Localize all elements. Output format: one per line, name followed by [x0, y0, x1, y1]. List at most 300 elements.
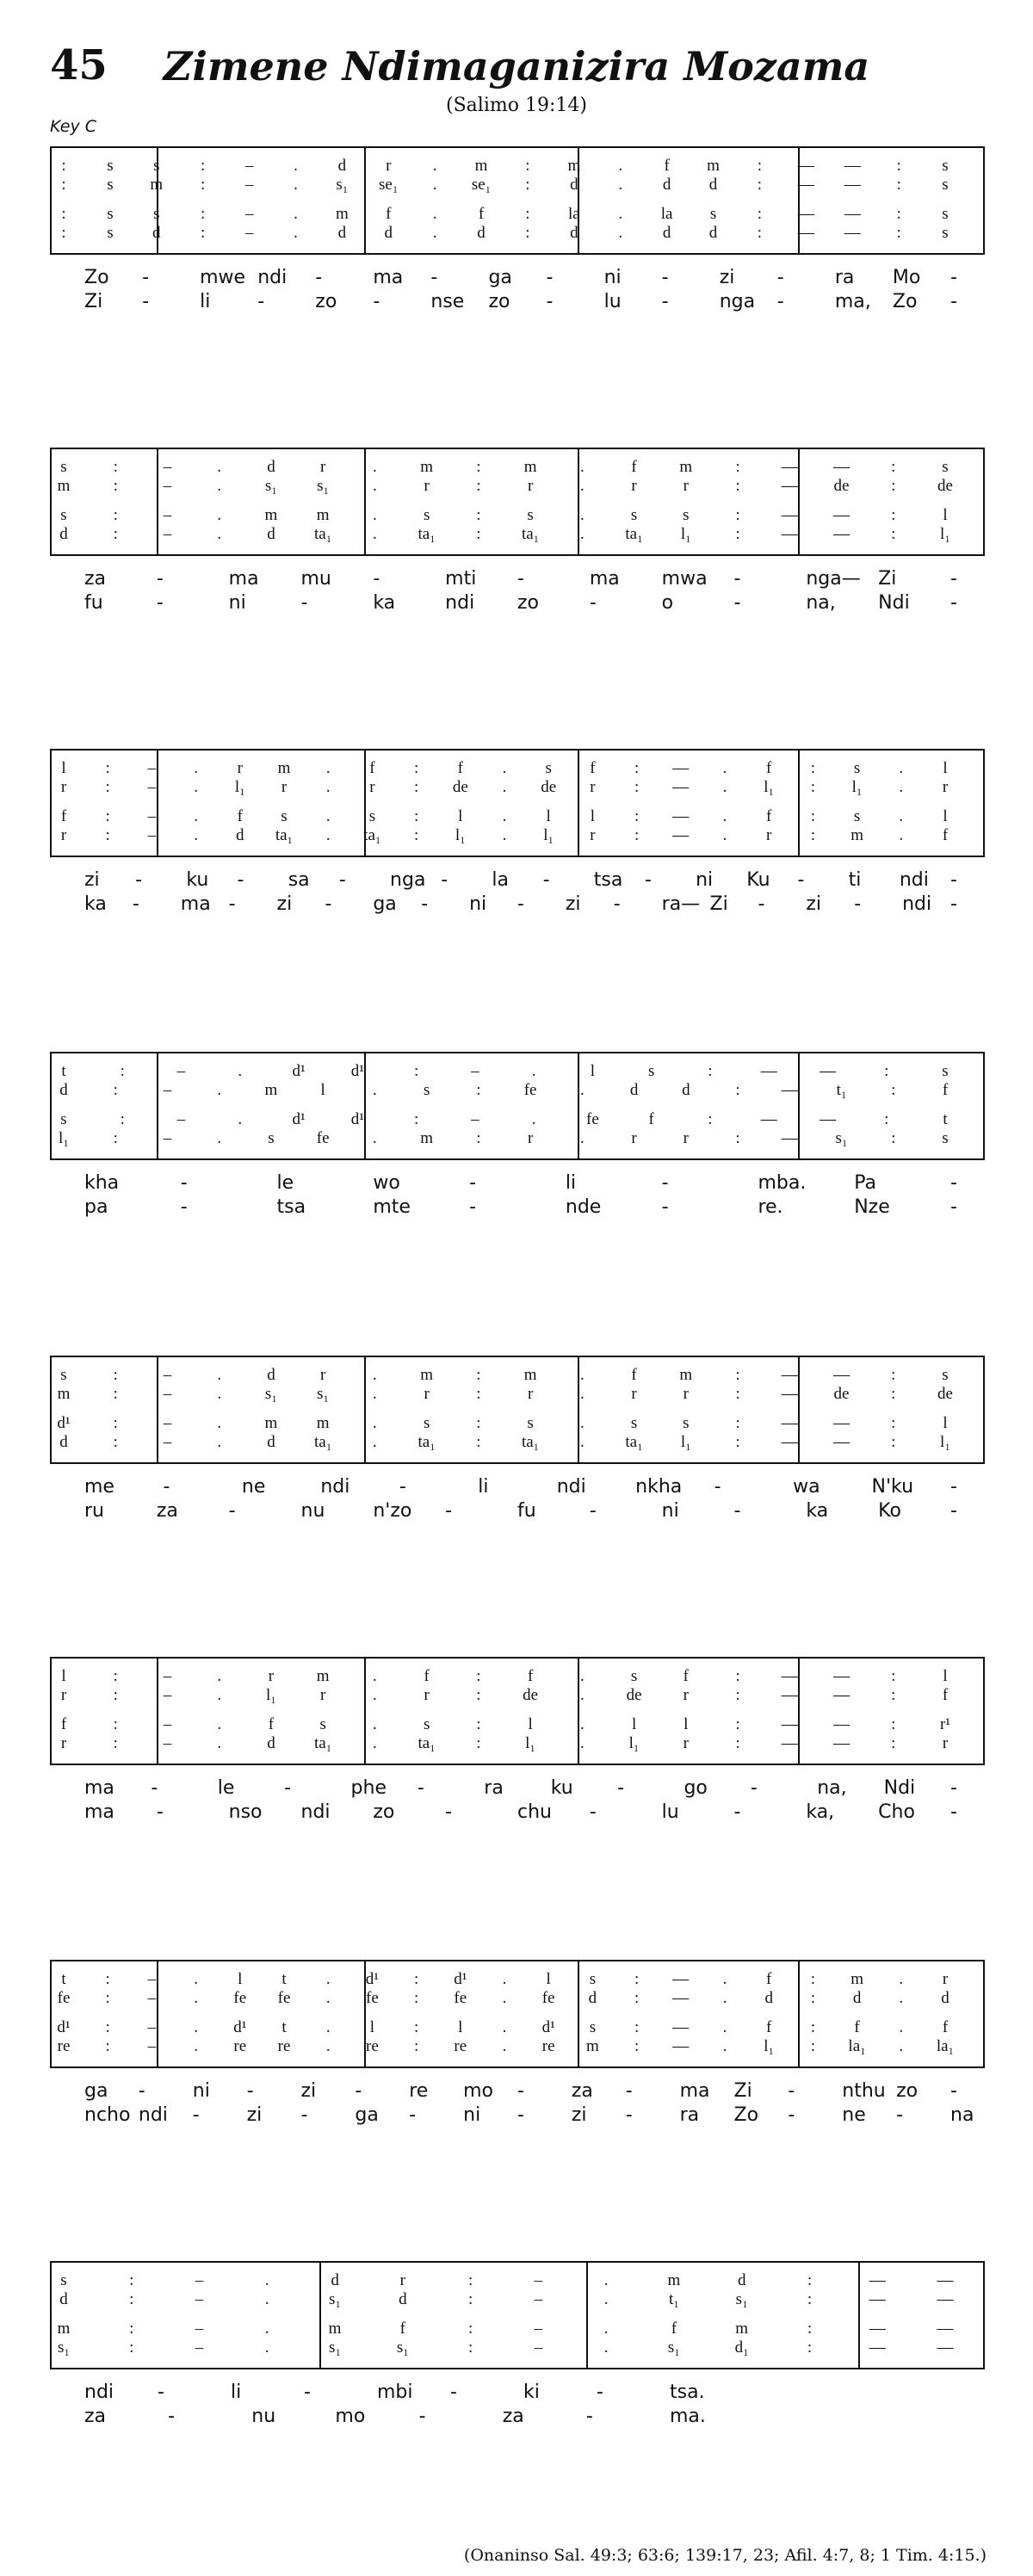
- note-token: .: [579, 1414, 585, 1432]
- note-token: s₁: [329, 2290, 342, 2308]
- lyric-line: [50, 1500, 985, 1524]
- note-token: :: [634, 2018, 640, 2036]
- lyric-syllable: -: [661, 1172, 669, 1194]
- voice-row: [52, 506, 983, 525]
- note-token: .: [217, 506, 222, 524]
- note-token: —: [937, 2320, 954, 2338]
- note-token: ta₁: [418, 1433, 436, 1451]
- sol-fa-score: [50, 749, 985, 857]
- note-token: –: [195, 2290, 204, 2308]
- note-token: :: [735, 1414, 740, 1432]
- note-token: :: [201, 224, 206, 242]
- note-token: :: [105, 807, 110, 825]
- note-token: r: [60, 826, 67, 844]
- note-token: .: [373, 1433, 377, 1451]
- note-token: :: [413, 1110, 419, 1128]
- note-token: :: [708, 1110, 713, 1128]
- note-token: —: [797, 205, 814, 223]
- lyric-syllable: ti: [848, 869, 862, 891]
- music-system: [50, 146, 985, 320]
- lyric-syllable: ma: [373, 267, 404, 288]
- note-token: –: [195, 2271, 204, 2289]
- note-token: d: [852, 1989, 862, 2007]
- note-token: f: [766, 759, 772, 777]
- note-token: s₁: [264, 1385, 277, 1403]
- note-token: .: [264, 2338, 269, 2357]
- note-token: :: [896, 176, 901, 194]
- note-token: s: [942, 157, 949, 175]
- lyric-syllable: zo: [896, 2080, 919, 2102]
- note-token: d: [267, 525, 275, 543]
- voice-row: [52, 1110, 983, 1129]
- note-token: .: [603, 2320, 609, 2338]
- note-token: f: [631, 458, 637, 476]
- note-token: :: [891, 525, 896, 543]
- note-token: r: [320, 1686, 326, 1704]
- lyric-syllable: na: [950, 2104, 974, 2126]
- note-token: —: [781, 458, 798, 476]
- note-token: :: [113, 1414, 118, 1432]
- lyric-syllable: ni: [696, 869, 714, 891]
- note-token: t: [943, 1110, 948, 1128]
- note-token: .: [722, 1989, 727, 2007]
- note-token: l: [943, 759, 948, 777]
- note-token: :: [105, 1989, 110, 2007]
- note-token: f: [942, 1081, 949, 1099]
- note-token: .: [194, 1970, 198, 1988]
- note-token: —: [781, 1715, 798, 1733]
- lyric-syllable: nse: [430, 291, 465, 312]
- voice-row: [52, 778, 983, 797]
- note-token: .: [579, 1734, 585, 1752]
- note-token: l₁: [265, 1686, 276, 1704]
- lyric-line: [50, 1196, 985, 1220]
- note-token: r: [631, 1129, 637, 1147]
- note-token: l₁: [680, 1433, 691, 1451]
- voice-row: [52, 807, 983, 826]
- lyric-syllable: -: [896, 2104, 904, 2126]
- note-token: –: [147, 2018, 157, 2036]
- lyric-syllable: Zi: [733, 2080, 752, 2102]
- lyric-syllable: -: [228, 1500, 236, 1522]
- note-token: r: [399, 2271, 406, 2289]
- note-token: s: [853, 807, 861, 825]
- lyric-syllable: mwe: [200, 267, 246, 288]
- note-token: r: [683, 1385, 689, 1403]
- note-token: :: [896, 205, 901, 223]
- lyric-syllable: ma: [228, 568, 259, 590]
- note-token: :: [525, 224, 530, 242]
- note-token: :: [113, 1715, 118, 1733]
- lyric-syllable: -: [776, 291, 784, 312]
- note-token: :: [634, 778, 640, 796]
- note-token: d: [399, 2290, 407, 2308]
- note-token: .: [579, 1081, 585, 1099]
- note-token: :: [476, 1366, 481, 1384]
- lyric-syllable: li: [231, 2381, 242, 2403]
- note-token: r: [683, 1734, 689, 1752]
- note-token: r: [369, 778, 375, 796]
- note-token: –: [147, 778, 157, 796]
- note-token: :: [120, 1110, 125, 1128]
- note-token: .: [217, 525, 222, 543]
- note-token: m: [523, 1366, 537, 1384]
- note-token: s₁: [396, 2338, 409, 2357]
- note-token: ta₁: [625, 525, 643, 543]
- note-token: t: [61, 1970, 66, 1988]
- lyric-syllable: -: [418, 2406, 426, 2427]
- note-token: r: [683, 477, 689, 495]
- lyric-syllable: -: [950, 869, 957, 891]
- note-token: s: [683, 1414, 690, 1432]
- note-token: s₁: [835, 1129, 848, 1147]
- note-token: d: [570, 224, 578, 242]
- note-token: r: [320, 1366, 326, 1384]
- note-token: :: [891, 1081, 896, 1099]
- note-token: —: [833, 1433, 851, 1451]
- lyric-syllable: -: [355, 2080, 362, 2102]
- note-token: m: [57, 477, 71, 495]
- lyric-syllable: Mo: [892, 267, 921, 288]
- note-token: m: [667, 2271, 681, 2289]
- note-token: d: [59, 1081, 68, 1099]
- lyric-syllable: zo: [488, 291, 510, 312]
- note-token: f: [671, 2320, 677, 2338]
- lyric-syllable: -: [517, 568, 524, 590]
- lyric-syllable: -: [613, 893, 621, 915]
- lyric-syllable: li: [478, 1476, 489, 1498]
- note-token: :: [120, 1062, 125, 1080]
- scripture-reference: (Salimo 19:14): [446, 95, 587, 116]
- lyric-line: [50, 2104, 985, 2128]
- note-token: :: [467, 2338, 473, 2357]
- note-token: —: [937, 2271, 954, 2289]
- note-token: .: [294, 176, 298, 194]
- note-token: l₁: [764, 778, 775, 796]
- lyric-syllable: ma: [180, 893, 211, 915]
- note-token: —: [672, 2018, 690, 2036]
- note-token: m: [316, 1667, 330, 1685]
- note-token: .: [618, 224, 623, 242]
- note-token: :: [884, 1110, 889, 1128]
- note-token: d: [384, 224, 393, 242]
- music-system: [50, 1657, 985, 1831]
- note-token: m: [851, 826, 863, 844]
- lyric-syllable: ra—: [661, 893, 701, 915]
- voice-row: [52, 2338, 983, 2357]
- lyric-syllable: -: [445, 1500, 453, 1522]
- note-token: de: [937, 1385, 953, 1403]
- note-token: s: [60, 506, 67, 524]
- note-token: .: [194, 2018, 198, 2036]
- note-token: m: [57, 1385, 71, 1403]
- note-token: l₁: [680, 525, 691, 543]
- note-token: —: [797, 176, 814, 194]
- lyric-syllable: -: [138, 2080, 145, 2102]
- note-token: :: [757, 205, 763, 223]
- lyrics: [50, 568, 985, 621]
- note-token: s: [60, 458, 67, 476]
- note-token: l: [546, 807, 551, 825]
- note-token: .: [373, 525, 377, 543]
- lyric-syllable: ka: [84, 893, 107, 915]
- note-token: .: [722, 759, 727, 777]
- note-token: –: [163, 1385, 172, 1403]
- note-token: r: [281, 778, 288, 796]
- lyric-syllable: -: [151, 1777, 158, 1799]
- note-token: —: [833, 1686, 851, 1704]
- note-token: s: [527, 1414, 534, 1432]
- lyric-syllable: Zo: [733, 2104, 759, 2126]
- voice-row: [52, 1667, 983, 1686]
- lyric-syllable: -: [399, 1476, 406, 1498]
- lyric-syllable: -: [257, 291, 265, 312]
- lyric-syllable: -: [733, 1801, 741, 1823]
- note-token: .: [325, 1970, 331, 1988]
- note-token: .: [373, 1081, 377, 1099]
- lyric-syllable: mba.: [758, 1172, 807, 1194]
- lyric-syllable: -: [776, 267, 784, 288]
- note-token: la₁: [936, 2037, 955, 2055]
- note-token: r: [527, 477, 534, 495]
- note-token: —: [781, 1414, 798, 1432]
- lyric-syllable: -: [589, 1500, 597, 1522]
- hymn-title: Zimene Ndimaganizira Mozama: [163, 43, 870, 90]
- note-token: l: [458, 2018, 463, 2036]
- lyric-syllable: nso: [228, 1801, 263, 1823]
- note-token: m: [264, 1414, 278, 1432]
- note-token: f: [942, 826, 949, 844]
- note-token: :: [61, 176, 66, 194]
- voice-row: [52, 1686, 983, 1705]
- note-token: .: [373, 1715, 377, 1733]
- lyric-syllable: -: [950, 1476, 957, 1498]
- note-token: :: [113, 1686, 118, 1704]
- note-token: f: [60, 807, 67, 825]
- note-token: :: [113, 477, 118, 495]
- lyric-syllable: pa: [84, 1196, 108, 1218]
- note-token: —: [797, 224, 814, 242]
- note-token: —: [869, 2320, 886, 2338]
- note-token: —: [781, 506, 798, 524]
- note-token: t₁: [836, 1081, 847, 1099]
- note-token: :: [634, 826, 640, 844]
- lyric-syllable: phe: [350, 1777, 387, 1799]
- note-token: :: [807, 2290, 813, 2308]
- lyric-syllable: nde: [565, 1196, 602, 1218]
- note-token: .: [294, 205, 298, 223]
- music-system: [50, 1356, 985, 1529]
- lyric-syllable: -: [168, 2406, 176, 2427]
- lyric-syllable: -: [142, 267, 150, 288]
- note-token: .: [264, 2290, 269, 2308]
- lyric-syllable: ni: [192, 2080, 210, 2102]
- note-token: l: [590, 1062, 596, 1080]
- lyric-syllable: ka: [373, 592, 396, 614]
- lyric-syllable: -: [517, 893, 524, 915]
- note-token: s: [423, 1715, 430, 1733]
- note-token: .: [194, 778, 198, 796]
- note-token: f: [424, 1667, 430, 1685]
- lyric-syllable: za: [156, 1500, 178, 1522]
- note-token: :: [476, 458, 481, 476]
- note-token: .: [502, 807, 507, 825]
- note-token: .: [373, 506, 377, 524]
- note-token: —: [833, 458, 851, 476]
- note-token: :: [476, 1686, 481, 1704]
- note-token: :: [105, 1970, 110, 1988]
- note-token: r¹: [939, 1715, 951, 1733]
- lyric-syllable: ndi: [300, 1801, 331, 1823]
- lyric-syllable: ma: [589, 568, 620, 590]
- lyric-syllable: wa: [793, 1476, 820, 1498]
- lyric-syllable: zo: [517, 592, 540, 614]
- note-token: .: [899, 2018, 904, 2036]
- note-token: r: [942, 1734, 949, 1752]
- lyric-syllable: -: [373, 291, 380, 312]
- lyric-syllable: -: [228, 893, 236, 915]
- note-token: :: [129, 2290, 134, 2308]
- note-token: :: [891, 1129, 896, 1147]
- lyrics: [50, 1777, 985, 1831]
- note-token: :: [476, 1715, 481, 1733]
- note-token: s: [942, 1062, 949, 1080]
- note-token: ta₁: [521, 1433, 540, 1451]
- note-token: fe: [454, 1989, 467, 2007]
- note-token: l: [590, 807, 596, 825]
- lyric-syllable: ndi: [899, 869, 929, 891]
- note-token: de: [937, 477, 953, 495]
- note-token: s: [709, 205, 717, 223]
- note-token: .: [531, 1062, 536, 1080]
- lyric-syllable: zo: [315, 291, 337, 312]
- note-token: :: [476, 1129, 481, 1147]
- note-token: –: [147, 826, 157, 844]
- note-token: d¹: [292, 1110, 306, 1128]
- lyric-syllable: ru: [84, 1500, 104, 1522]
- note-token: r: [683, 1686, 689, 1704]
- note-token: :: [467, 2290, 473, 2308]
- lyric-syllable: o: [661, 592, 674, 614]
- lyric-syllable: -: [156, 592, 164, 614]
- note-token: :: [201, 176, 206, 194]
- note-token: –: [147, 759, 157, 777]
- note-token: –: [471, 1110, 479, 1128]
- lyric-syllable: ma: [84, 1801, 114, 1823]
- note-token: :: [757, 224, 763, 242]
- note-token: d¹: [541, 2018, 555, 2036]
- note-token: ta₁: [314, 525, 332, 543]
- lyric-syllable: ni: [661, 1500, 679, 1522]
- note-token: m: [264, 1081, 278, 1099]
- note-token: :: [413, 759, 419, 777]
- lyric-syllable: sa: [288, 869, 310, 891]
- sol-fa-score: [50, 1356, 985, 1464]
- lyric-line: [50, 592, 985, 616]
- voice-row: [52, 759, 983, 778]
- lyric-syllable: zo: [373, 1801, 395, 1823]
- lyric-syllable: -: [373, 568, 380, 590]
- note-token: –: [163, 1667, 172, 1685]
- note-token: ta₁: [521, 525, 540, 543]
- lyric-syllable: zi: [84, 869, 100, 891]
- lyric-syllable: -: [469, 1172, 477, 1194]
- lyric-syllable: N'ku: [871, 1476, 914, 1498]
- voice-row: [52, 1715, 983, 1734]
- lyric-syllable: -: [625, 2080, 633, 2102]
- note-token: –: [147, 2037, 157, 2055]
- note-token: .: [325, 1989, 331, 2007]
- note-token: s: [545, 759, 552, 777]
- note-token: f: [478, 205, 485, 223]
- note-token: f: [631, 1366, 637, 1384]
- note-token: r: [60, 1734, 67, 1752]
- lyric-syllable: li: [200, 291, 211, 312]
- note-token: :: [634, 807, 640, 825]
- lyric-syllable: -: [246, 2080, 254, 2102]
- note-token: —: [672, 807, 690, 825]
- note-token: :: [61, 157, 66, 175]
- lyric-syllable: -: [163, 1476, 170, 1498]
- note-token: :: [634, 1989, 640, 2007]
- note-token: :: [891, 1433, 896, 1451]
- note-token: re: [541, 2037, 555, 2055]
- note-token: s: [423, 506, 430, 524]
- note-token: :: [735, 1129, 740, 1147]
- note-token: l: [458, 807, 463, 825]
- lyric-syllable: Cho: [878, 1801, 915, 1823]
- sol-fa-score: [50, 1960, 985, 2068]
- note-token: :: [525, 157, 530, 175]
- lyric-syllable: Zo: [84, 267, 109, 288]
- note-token: fe: [586, 1110, 599, 1128]
- note-token: —: [833, 525, 851, 543]
- note-token: d: [662, 224, 671, 242]
- note-token: .: [373, 1667, 377, 1685]
- note-token: .: [579, 1129, 585, 1147]
- note-token: .: [722, 2037, 727, 2055]
- note-token: s: [60, 1110, 67, 1128]
- note-token: —: [781, 477, 798, 495]
- note-token: –: [195, 2320, 204, 2338]
- note-token: f: [648, 1110, 654, 1128]
- note-token: r: [527, 1129, 534, 1147]
- note-token: r: [527, 1385, 534, 1403]
- note-token: :: [113, 506, 118, 524]
- note-token: re: [277, 2037, 291, 2055]
- note-token: d¹: [454, 1970, 467, 1988]
- note-token: .: [899, 826, 904, 844]
- note-token: s: [107, 157, 114, 175]
- note-token: f: [457, 759, 463, 777]
- note-token: m: [735, 2320, 749, 2338]
- note-token: de: [626, 1686, 642, 1704]
- note-token: s₁: [317, 477, 330, 495]
- note-token: ta₁: [275, 826, 294, 844]
- note-token: —: [672, 1989, 690, 2007]
- note-token: .: [618, 205, 623, 223]
- lyric-syllable: ni: [228, 592, 246, 614]
- lyrics: [50, 869, 985, 923]
- note-token: l: [369, 2018, 375, 2036]
- note-token: .: [899, 759, 904, 777]
- lyric-syllable: -: [300, 2104, 308, 2126]
- lyric-syllable: -: [950, 267, 957, 288]
- lyric-syllable: nthu: [842, 2080, 886, 2102]
- note-token: f: [369, 759, 375, 777]
- note-token: s₁: [317, 1385, 330, 1403]
- lyric-syllable: -: [585, 2406, 593, 2427]
